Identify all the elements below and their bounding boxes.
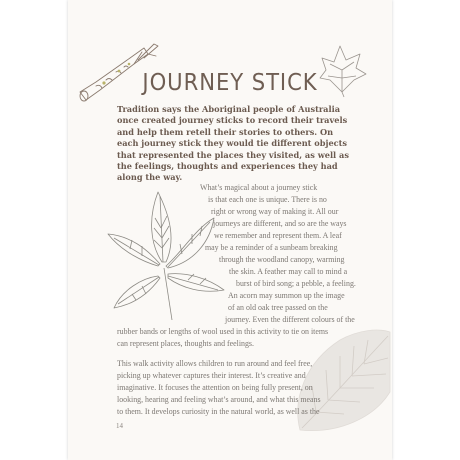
body-line: may be a reminder of a sunbeam breaking <box>205 243 338 252</box>
body-line: is that each one is unique. There is no <box>208 195 327 204</box>
body-line: imaginative. It focuses the attention on being fully present, on <box>117 383 313 392</box>
body-line: picking up whatever captures their interest. It’s creative and <box>117 371 306 380</box>
body-line: looking, hearing and feeling what’s around, and what this means <box>117 395 321 404</box>
body-line: journeys are different, and so are the ways <box>213 219 347 228</box>
body-line: to them. It develops curiosity in the natural world, as well as the <box>117 407 320 416</box>
body-line: we remember and represent them. A leaf <box>214 231 342 240</box>
body-line: rubber bands or lengths of wool used in this activity to tie on items <box>117 327 329 336</box>
body-line: of an old oak tree passed on the <box>228 303 328 312</box>
body-line: can represent places, thoughts and feelings. <box>117 339 254 348</box>
body-line: the skin. A feather may call to mind a <box>229 267 348 276</box>
book-page <box>68 0 392 460</box>
intro-paragraph: Tradition says the Aboriginal people of Australia once created journey sticks to record their travels and help them retell their stories to others. On each journey stick they would tie different objects that represented the places they visited, as well as the feelings, thoughts and experiences they had along the way. <box>117 104 349 183</box>
body-line: This walk activity allows children to run around and feel free, <box>117 359 313 368</box>
body-line: What’s magical about a journey stick <box>200 183 318 192</box>
body-line: right or wrong way of making it. All our <box>211 207 339 216</box>
page-number: 14 <box>116 422 123 430</box>
body-line: An acorn may summon up the image <box>228 291 345 300</box>
body-line: through the woodland canopy, warming <box>219 255 345 264</box>
body-line: journey. Even the different colours of the <box>225 315 355 324</box>
page-title: JOURNEY STICK <box>142 70 318 96</box>
body-line: burst of bird song; a pebble, a feeling. <box>236 279 356 288</box>
faded-leaf-illustration-icon <box>282 322 392 440</box>
